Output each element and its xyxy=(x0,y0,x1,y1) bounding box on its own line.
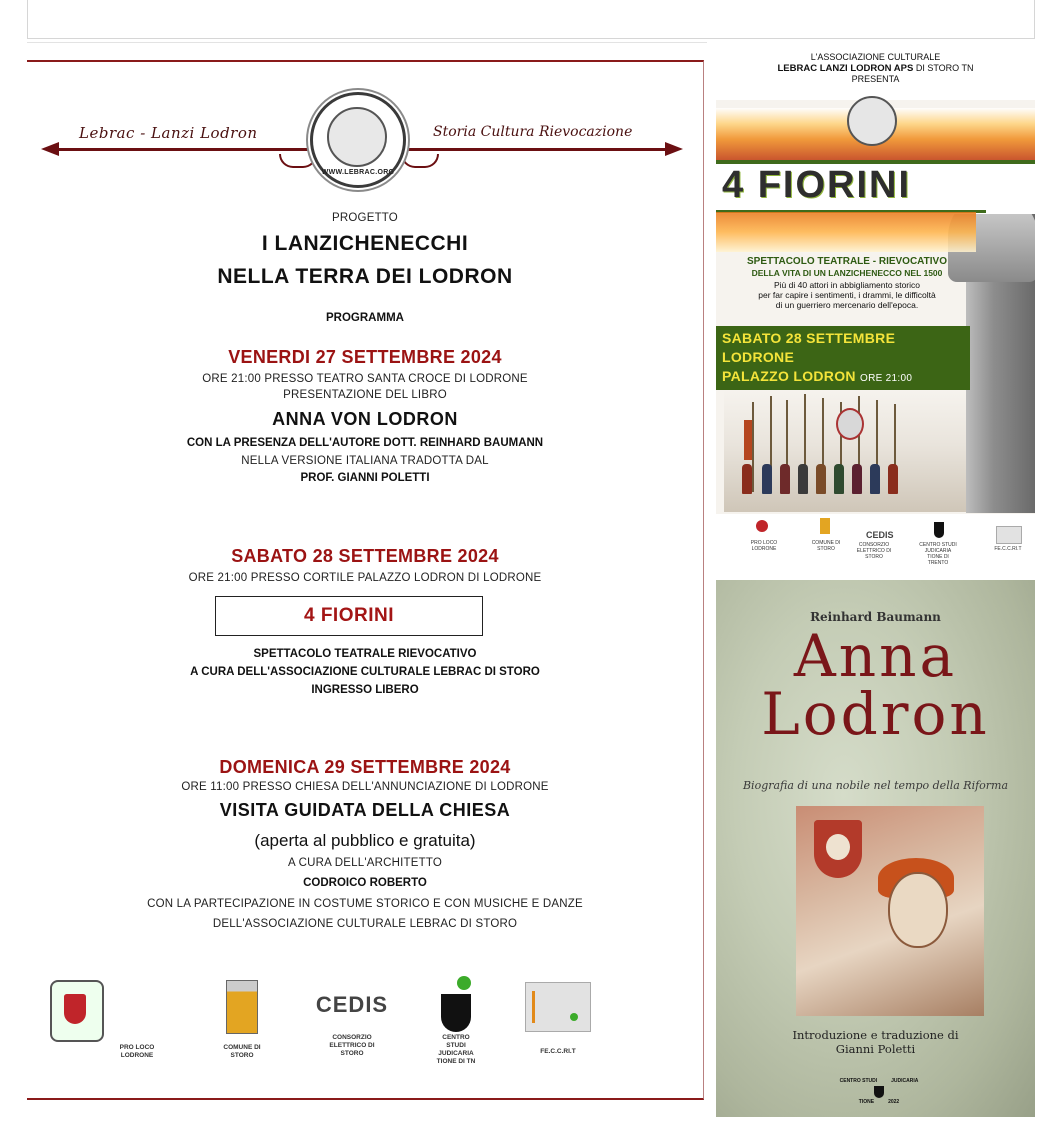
poster-date: SABATO 28 SETTEMBRE xyxy=(722,330,896,346)
day3-line2: (aperta al pubblico e gratuita) xyxy=(254,831,476,850)
divider xyxy=(27,42,707,43)
day3-title: VISITA GUIDATA DELLA CHIESA xyxy=(219,800,511,820)
pro-loco-logo xyxy=(49,980,105,1042)
day2-date: SABATO 28 SETTEMBRE 2024 xyxy=(231,546,499,566)
header-left-text: Lebrac - Lanzi Lodron xyxy=(79,124,258,142)
day2-line1: ORE 21:00 PRESSO CORTILE PALAZZO LODRON DI LODRONE xyxy=(188,572,542,584)
arrow-left-icon xyxy=(41,142,59,156)
comune-storo-logo xyxy=(225,980,259,1034)
cedis-logo: CEDIS CONSORZIO ELETTRICO DI STORO xyxy=(315,992,389,1057)
poster-title: 4 FIORINI xyxy=(722,164,912,206)
j-mark-icon xyxy=(437,976,475,1034)
title-line-2: NELLA TERRA DEI LODRON xyxy=(217,265,513,288)
poster-place: LODRONE xyxy=(722,349,795,365)
day2-line2: SPETTACOLO TEATRALE RIEVOCATIVO xyxy=(253,648,477,660)
poster-time: ORE 21:00 xyxy=(860,373,913,384)
poster-presenter: L'ASSOCIAZIONE CULTURALE LEBRAC LANZI LODRON APS DI STORO TN PRESENTA xyxy=(716,42,1035,100)
j-mini-icon xyxy=(934,522,944,538)
book-author: Reinhard Baumann xyxy=(810,610,941,624)
fresco-image xyxy=(796,806,984,1016)
program-flyer xyxy=(27,60,704,1100)
poster-when-box xyxy=(716,326,970,390)
book-title-line-2: Lodron xyxy=(761,680,990,748)
book-cover xyxy=(716,580,1035,1117)
ornament-icon xyxy=(401,154,439,168)
feccrit-mini-icon xyxy=(996,526,1022,544)
book-subtitle: Biografia di una nobile nel tempo della Riforma xyxy=(742,779,1009,792)
poster-description: Più di 40 attori in abbigliamento storico per far capire i sentimenti, i drammi, le difficoltà di un guerriero mercenario dell'epoca. xyxy=(758,280,936,310)
j-publisher-icon xyxy=(874,1086,884,1098)
title-line-1: I LANZICHENECCHI xyxy=(261,232,469,255)
day3-line4: CODROICO ROBERTO xyxy=(303,877,427,889)
day1-line4: NELLA VERSIONE ITALIANA TRADOTTA DAL xyxy=(241,455,489,467)
header-right-text: Storia Cultura Rievocazione xyxy=(433,124,633,140)
day1-title: ANNA VON LODRON xyxy=(272,409,458,429)
lebrac-emblem-icon xyxy=(847,96,897,146)
comune-mini-icon xyxy=(820,518,830,534)
progetto-label: PROGETTO xyxy=(332,212,398,224)
programma-label: PROGRAMMA xyxy=(326,312,404,324)
cedis-mini-logo: CEDIS xyxy=(866,530,894,540)
day3-line1: ORE 11:00 PRESSO CHIESA DELL'ANNUNCIAZIONE DI LODRONE xyxy=(181,781,549,793)
logo-caption-2: COMUNE DI STORO xyxy=(223,1044,261,1059)
centro-studi-logo: CENTRO STUDI JUDICARIA TIONE DI TN xyxy=(425,976,487,1066)
banner-shield-icon xyxy=(836,408,864,440)
shield-icon xyxy=(814,820,862,878)
feccrit-logo: FE.C.C.RI.T xyxy=(523,982,593,1056)
day3-line6: DELL'ASSOCIAZIONE CULTURALE LEBRAC DI STORO xyxy=(212,918,518,930)
day1-date: VENERDI 27 SETTEMBRE 2024 xyxy=(228,347,502,367)
day1-line2: PRESENTAZIONE DEL LIBRO xyxy=(283,389,447,401)
feccrit-mark-icon xyxy=(525,982,591,1032)
crest-icon xyxy=(50,980,104,1042)
poster-4-fiorini: L'ASSOCIAZIONE CULTURALE LEBRAC LANZI LODRON APS DI STORO TN PRESENTA 4 FIORINI SPETTACOLO TEATRALE - RIEVOCATIVO DELLA VITA DI UN LANZICHENECCO NEL 1500 Più di 40 attori in abbigliamento storico per far capire i sentimenti, i drammi, le difficoltà di un guerriero mercenario dell'epoca. SABATO 28 SETTEMBRE LODRONE PALAZZO LODRON ORE 21:00 CEDIS PRO LOCO LODRONE COMUNE DI STORO CONSORZIO ELETTRICO DI STORO CENTRO STUDI JUDICARIA TIONE DI TRENTO FE.C.C.RI.T xyxy=(716,42,1035,576)
fresco-face xyxy=(888,872,948,948)
day2-line3: A CURA DELL'ASSOCIAZIONE CULTURALE LEBRAC DI STORO xyxy=(190,666,540,678)
day2-title-box: 4 FIORINI xyxy=(215,596,483,636)
poster-subtitle-1: SPETTACOLO TEATRALE - RIEVOCATIVO xyxy=(747,256,947,267)
day2-line4: INGRESSO LIBERO xyxy=(311,684,419,696)
lebrac-seal-logo xyxy=(310,92,406,188)
poster-venue: PALAZZO LODRON xyxy=(722,368,856,384)
day1-line1: ORE 21:00 PRESSO TEATRO SANTA CROCE DI LODRONE xyxy=(202,373,528,385)
day3-line3: A CURA DELL'ARCHITETTO xyxy=(287,857,442,869)
pro-loco-mini-icon xyxy=(756,520,768,532)
coat-of-arms-icon xyxy=(226,980,258,1034)
arrow-right-icon xyxy=(665,142,683,156)
seal-text: WWW.LEBRAC.ORG xyxy=(321,169,395,176)
logo-caption-1: PRO LOCO LODRONE xyxy=(119,1044,155,1059)
flames-bottom-decoration xyxy=(716,212,976,252)
book-title-line-1: Anna xyxy=(793,622,958,690)
poster-subtitle-2: DELLA VITA DI UN LANZICHENECCO NEL 1500 xyxy=(751,268,943,278)
day1-line5: PROF. GIANNI POLETTI xyxy=(300,472,430,484)
day1-line3: CON LA PRESENZA DELL'AUTORE DOTT. REINHARD BAUMANN xyxy=(186,437,544,449)
day3-date: DOMENICA 29 SETTEMBRE 2024 xyxy=(219,757,511,777)
day3-line5: CON LA PARTECIPAZIONE IN COSTUME STORICO E CON MUSICHE E DANZE xyxy=(147,898,583,910)
ornament-icon xyxy=(279,154,317,168)
ram-emblem-icon xyxy=(327,107,387,167)
flag-icon xyxy=(744,420,752,460)
soldiers-photo xyxy=(724,390,966,512)
publisher-logo: CENTRO STUDI JUDICARIA TIONE 2022 xyxy=(839,1078,919,1105)
top-header-bar xyxy=(27,0,1035,39)
book-translator: Introduzione e traduzione di Gianni Poletti xyxy=(792,1028,959,1056)
